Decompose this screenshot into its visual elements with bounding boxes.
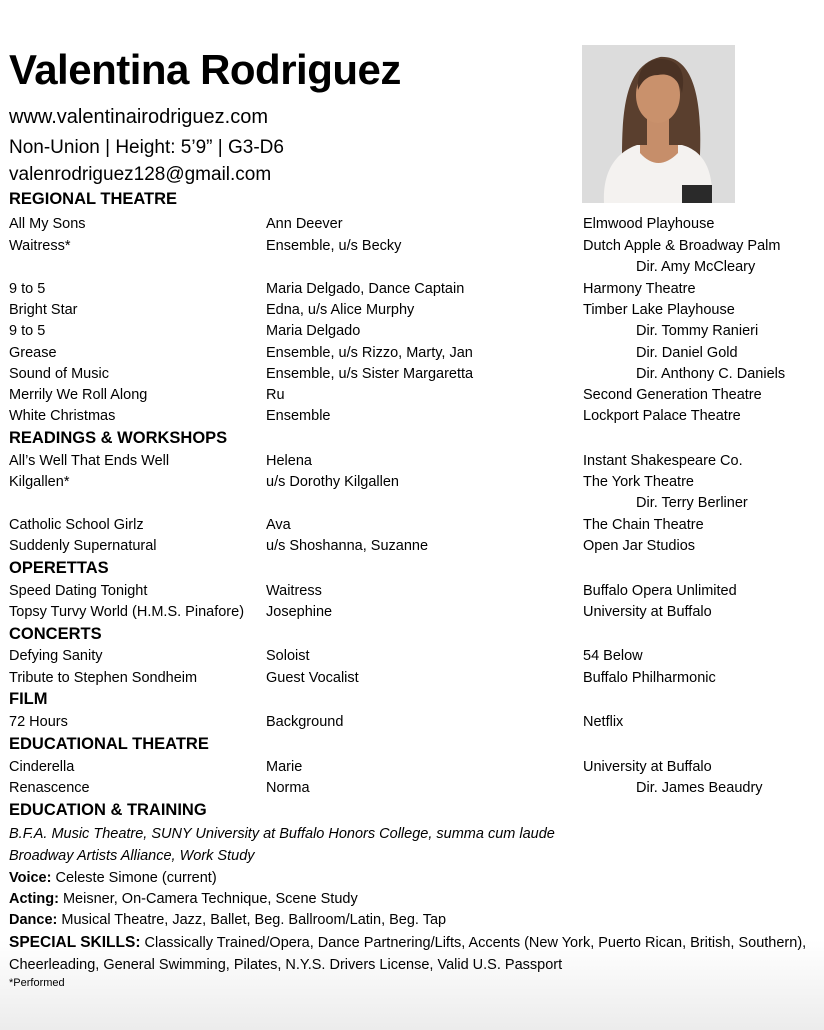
credit-show: All My Sons — [9, 216, 86, 232]
degree-line: B.F.A. Music Theatre, SUNY University at Buffalo Honors College, summa cum laude — [9, 826, 555, 842]
credit-role: Waitress — [266, 583, 322, 599]
stats-line: Non-Union | Height: 5’9” | G3-D6 — [9, 137, 284, 158]
credit-venue: Lockport Palace Theatre — [583, 408, 741, 424]
credit-show: Bright Star — [9, 302, 78, 318]
credit-role: Josephine — [266, 604, 333, 620]
website-link[interactable]: www.valentinairodriguez.com — [9, 106, 269, 128]
credit-role: Norma — [266, 780, 310, 796]
credit-show: Catholic School Girlz — [9, 517, 144, 533]
credit-role: Guest Vocalist — [266, 670, 359, 686]
credit-director: Dir. Anthony C. Daniels — [636, 366, 786, 382]
credit-show: Renascence — [9, 780, 90, 796]
credit-role: Soloist — [266, 648, 310, 664]
email-link[interactable]: valenrodriguez128@gmail.com — [9, 164, 272, 185]
resume-name: Valentina Rodriguez — [9, 46, 401, 93]
credit-venue: Instant Shakespeare Co. — [583, 453, 743, 469]
credit-show: 9 to 5 — [9, 281, 46, 297]
credit-show: Merrily We Roll Along — [9, 387, 148, 403]
voice-line — [9, 870, 217, 886]
credit-venue: Dutch Apple & Broadway Palm — [583, 238, 781, 254]
credit-show: White Christmas — [9, 408, 116, 424]
credit-venue: Buffalo Philharmonic — [583, 670, 716, 686]
credit-venue: University at Buffalo — [583, 604, 712, 620]
credit-show: Speed Dating Tonight — [9, 583, 148, 599]
section-regional-theatre: REGIONAL THEATRE — [9, 190, 178, 208]
credit-show: Kilgallen* — [9, 474, 70, 490]
special-skills-label: SPECIAL SKILLS: — [9, 934, 141, 951]
credit-role: Ensemble, u/s Becky — [266, 238, 402, 254]
credit-role: Ensemble, u/s Rizzo, Marty, Jan — [266, 345, 473, 361]
credit-show: 9 to 5 — [9, 323, 46, 339]
credit-venue: Harmony Theatre — [583, 281, 696, 297]
credit-show: All’s Well That Ends Well — [9, 453, 170, 469]
credit-role: Ru — [266, 387, 285, 403]
credit-show: Cinderella — [9, 759, 75, 775]
acting-value: Meisner, On-Camera Technique, Scene Study — [62, 891, 358, 907]
voice-label: Voice: — [9, 870, 52, 886]
credit-director: Dir. Terry Berliner — [636, 495, 748, 511]
credit-role: Helena — [266, 453, 312, 469]
credit-director: Dir. James Beaudry — [636, 780, 763, 796]
credit-role: u/s Shoshanna, Suzanne — [266, 538, 429, 554]
credit-director: Dir. Amy McCleary — [636, 259, 756, 275]
credit-venue: Open Jar Studios — [583, 538, 696, 554]
credit-role: Ann Deever — [266, 216, 343, 232]
credit-venue: University at Buffalo — [583, 759, 712, 775]
credit-show: Tribute to Stephen Sondheim — [9, 670, 198, 686]
credit-venue: Buffalo Opera Unlimited — [583, 583, 737, 599]
credit-show: Sound of Music — [9, 366, 109, 382]
credit-venue: Elmwood Playhouse — [583, 216, 715, 232]
credit-director: Dir. Tommy Ranieri — [636, 323, 759, 339]
credit-show: Waitress* — [9, 238, 71, 254]
credit-venue: The York Theatre — [583, 474, 694, 490]
special-skills — [9, 932, 824, 976]
credit-role: Maria Delgado — [266, 323, 361, 339]
credit-venue: Timber Lake Playhouse — [583, 302, 735, 318]
credit-venue: The Chain Theatre — [583, 517, 704, 533]
acting-label: Acting: — [9, 891, 59, 907]
credit-show: 72 Hours — [9, 714, 68, 730]
credit-role: Ensemble — [266, 408, 331, 424]
credit-venue: Netflix — [583, 714, 624, 730]
credit-role: Ensemble, u/s Sister Margaretta — [266, 366, 474, 382]
voice-value: Celeste Simone (current) — [55, 870, 217, 886]
section-educational-theatre: EDUCATIONAL THEATRE — [9, 735, 209, 753]
dance-label: Dance: — [9, 912, 58, 928]
section-readings-workshops: READINGS & WORKSHOPS — [9, 429, 228, 447]
section-education-training: EDUCATION & TRAINING — [9, 801, 207, 819]
credit-role: Maria Delgado, Dance Captain — [266, 281, 465, 297]
section-concerts: CONCERTS — [9, 625, 102, 643]
credit-show: Grease — [9, 345, 57, 361]
credit-venue: 54 Below — [583, 648, 643, 664]
credit-venue: Second Generation Theatre — [583, 387, 762, 403]
acting-line — [9, 891, 358, 907]
credit-role: u/s Dorothy Kilgallen — [266, 474, 399, 490]
dance-value: Musical Theatre, Jazz, Ballet, Beg. Ballroom/Latin, Beg. Tap — [61, 912, 447, 928]
section-film: FILM — [9, 690, 48, 708]
special-skills-text: Classically Trained/Opera, Dance Partnering/Lifts, Accents (New York, Puerto Rican, British, Southern), Cheerleading, General Swimming, Pilates, N.Y.S. Drivers License, Valid U.S. Passport — [9, 935, 807, 973]
credit-show: Topsy Turvy World (H.M.S. Pinafore) — [9, 604, 245, 620]
credit-director: Dir. Daniel Gold — [636, 345, 738, 361]
section-operettas: OPERETTAS — [9, 559, 109, 577]
headshot-photo — [582, 45, 735, 203]
dance-line — [9, 912, 446, 928]
credit-role: Ava — [266, 517, 291, 533]
credit-show: Defying Sanity — [9, 648, 103, 664]
footnote: *Performed — [9, 977, 65, 989]
credit-role: Background — [266, 714, 344, 730]
credit-role: Marie — [266, 759, 303, 775]
study-line: Broadway Artists Alliance, Work Study — [9, 848, 255, 864]
credit-role: Edna, u/s Alice Murphy — [266, 302, 415, 318]
credit-show: Suddenly Supernatural — [9, 538, 157, 554]
